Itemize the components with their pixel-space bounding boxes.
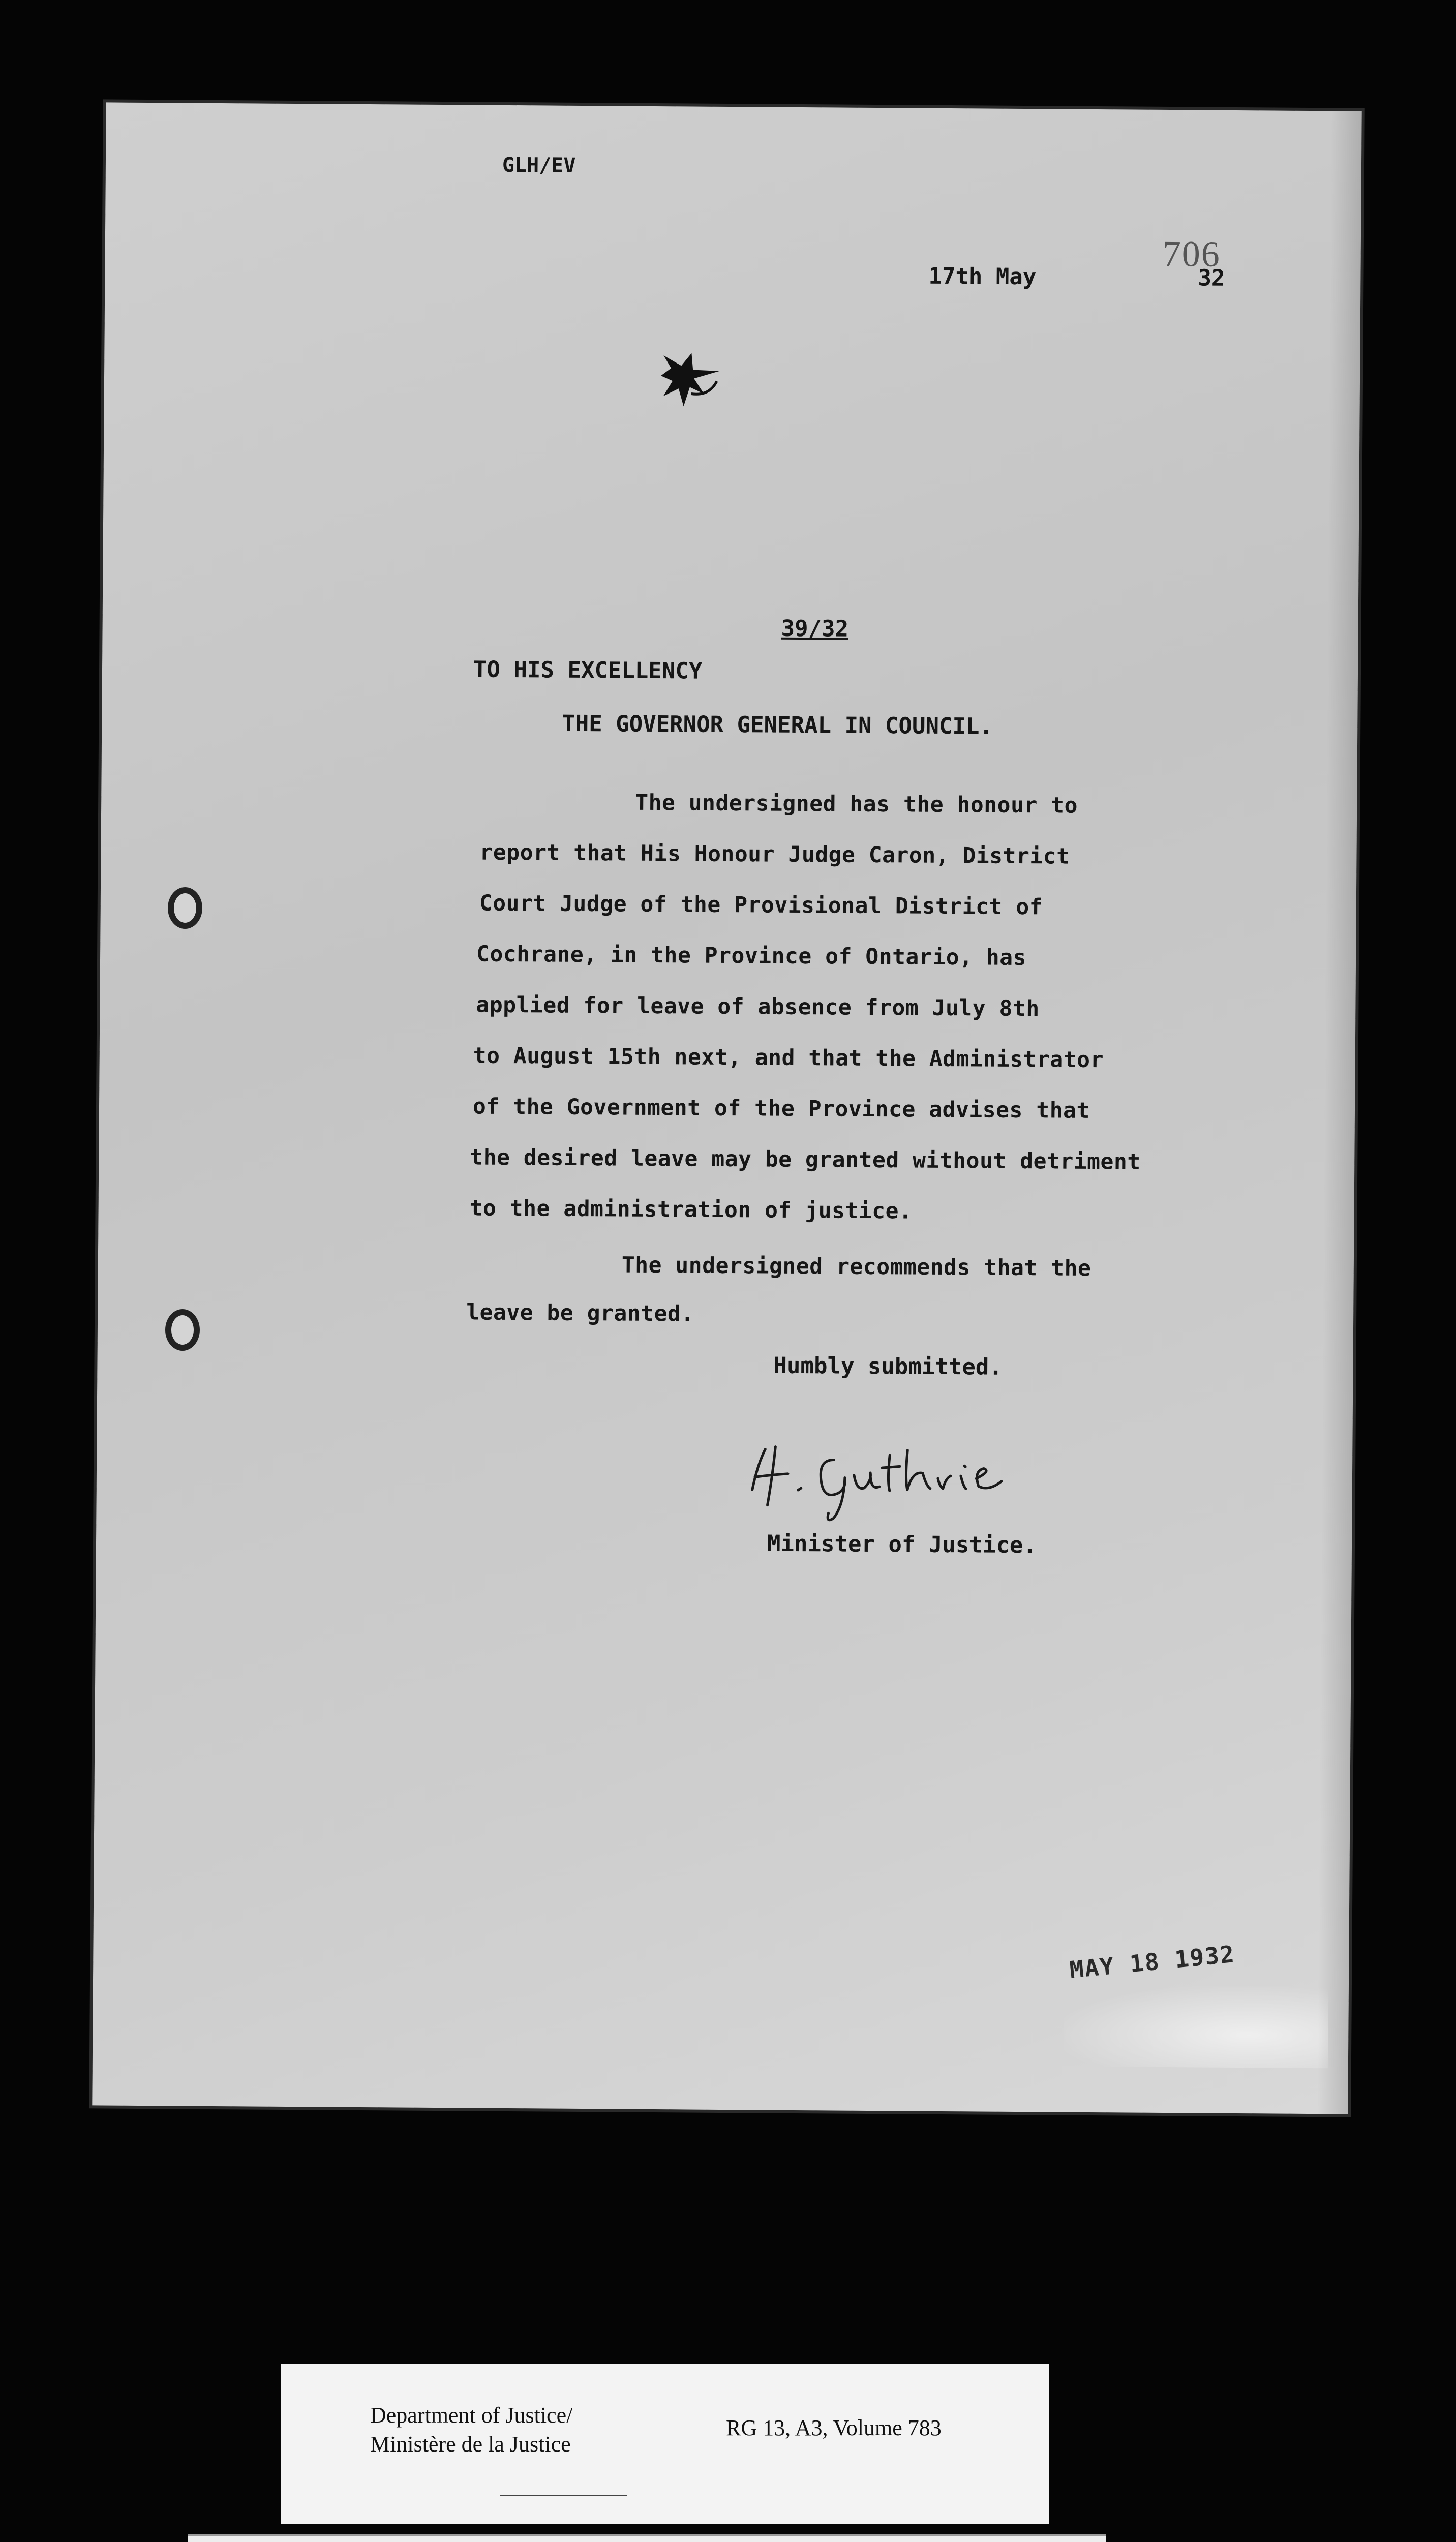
punch-hole [165, 1309, 200, 1351]
signatory-title: Minister of Justice. [767, 1530, 1037, 1559]
archive-reference-label [281, 2364, 1049, 2524]
body-line: of the Government of the Province advises that [472, 1094, 1090, 1124]
body-line: the desired leave may be granted without detriment [470, 1144, 1141, 1175]
body-line: Court Judge of the Provisional District of [479, 890, 1043, 920]
public-archives-stamp [188, 2534, 1106, 2542]
received-date-stamp: MAY 18 1932 [1068, 1940, 1236, 1984]
label-divider [500, 2495, 627, 2496]
record-group-reference: RG 13, A3, Volume 783 [726, 2415, 942, 2440]
letter-date: 17th May [928, 263, 1037, 290]
document-page [92, 102, 1361, 2114]
department-name-english: Department of Justice/ [370, 2403, 573, 2428]
reference-initials: GLH/EV [502, 153, 576, 177]
page-number: 706 [1162, 233, 1221, 275]
body-line: applied for leave of absence from July 8th [476, 992, 1040, 1022]
body-line: leave be granted. [466, 1299, 694, 1327]
body-line: to the administration of justice. [469, 1195, 913, 1224]
letter-year: 32 [1198, 265, 1225, 291]
salutation-line-2: THE GOVERNOR GENERAL IN COUNCIL. [562, 710, 993, 740]
closing-text: Humbly submitted. [773, 1352, 1003, 1380]
body-line: to August 15th next, and that the Administrator [473, 1043, 1104, 1073]
file-number: 39/32 [781, 615, 849, 642]
paper-fold [1064, 1985, 1328, 2069]
department-name-french: Ministère de la Justice [370, 2432, 571, 2457]
salutation-line-1: TO HIS EXCELLENCY [473, 656, 703, 684]
body-line: report that His Honour Judge Caron, District [479, 839, 1070, 869]
signature [737, 1429, 1022, 1532]
body-line: The undersigned recommends that the [621, 1252, 1091, 1282]
body-line: Cochrane, in the Province of Ontario, has [476, 941, 1027, 971]
punch-hole [168, 887, 202, 929]
body-line: The undersigned has the honour to [635, 790, 1078, 819]
ink-blot-mark [643, 345, 724, 417]
